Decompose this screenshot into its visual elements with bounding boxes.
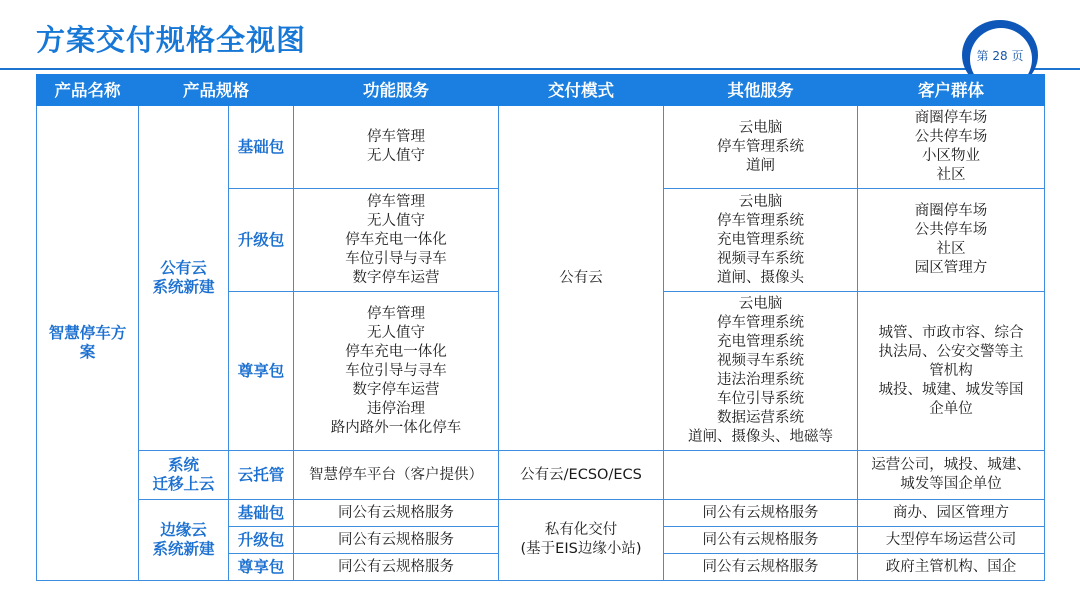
delivery-cell: 公有云/ECSO/ECS [499, 451, 664, 500]
other-services-cell: 同公有云规格服务 [664, 527, 858, 554]
customers-cell: 商圈停车场 公共停车场 小区物业 社区 [858, 106, 1045, 189]
other-services-cell: 云电脑 停车管理系统 道闸 [664, 106, 858, 189]
header-functions: 功能服务 [294, 75, 499, 106]
functions-cell: 智慧停车平台（客户提供） [294, 451, 499, 500]
tier-cell: 尊享包 [229, 554, 294, 581]
other-services-cell: 云电脑 停车管理系统 充电管理系统 视频寻车系统 道闸、摄像头 [664, 189, 858, 292]
header-customers: 客户群体 [858, 75, 1045, 106]
tier-cell: 尊享包 [229, 292, 294, 451]
header-other-services: 其他服务 [664, 75, 858, 106]
other-services-cell [664, 451, 858, 500]
header-row [37, 75, 1045, 106]
tier-cell: 基础包 [229, 106, 294, 189]
title-divider [0, 68, 1080, 70]
header-product-spec: 产品规格 [139, 75, 294, 106]
customers-cell: 大型停车场运营公司 [858, 527, 1045, 554]
other-services-cell: 同公有云规格服务 [664, 554, 858, 581]
page-title: 方案交付规格全视图 [36, 23, 307, 57]
group-edge-cloud: 边缘云 系统新建 [139, 500, 229, 581]
customers-cell: 政府主管机构、国企 [858, 554, 1045, 581]
delivery-cell: 私有化交付 (基于EIS边缘小站) [499, 500, 664, 581]
table-row [37, 451, 1045, 500]
tier-cell: 升级包 [229, 527, 294, 554]
group-public-cloud: 公有云 系统新建 [139, 106, 229, 451]
customers-cell: 商办、园区管理方 [858, 500, 1045, 527]
page-number: 第 28 页 [976, 49, 1024, 63]
tier-cell: 升级包 [229, 189, 294, 292]
product-name-cell: 智慧停车方 案 [37, 106, 139, 581]
customers-cell: 商圈停车场 公共停车场 社区 园区管理方 [858, 189, 1045, 292]
functions-cell: 停车管理 无人值守 停车充电一体化 车位引导与寻车 数字停车运营 违停治理 路内路外一体化停车 [294, 292, 499, 451]
header-product-name: 产品名称 [37, 75, 139, 106]
other-services-cell: 云电脑 停车管理系统 充电管理系统 视频寻车系统 违法治理系统 车位引导系统 数据运营系统 道闸、摄像头、地磁等 [664, 292, 858, 451]
tier-cell: 云托管 [229, 451, 294, 500]
table-row [37, 500, 1045, 527]
functions-cell: 停车管理 无人值守 停车充电一体化 车位引导与寻车 数字停车运营 [294, 189, 499, 292]
table-row [37, 106, 1045, 189]
customers-cell: 运营公司，城投、城建、 城发等国企单位 [858, 451, 1045, 500]
spec-table [36, 74, 1045, 581]
customers-cell: 城管、市政市容、综合 执法局、公安交警等主 管机构 城投、城建、城发等国 企单位 [858, 292, 1045, 451]
tier-cell: 基础包 [229, 500, 294, 527]
functions-cell: 停车管理 无人值守 [294, 106, 499, 189]
header-delivery-mode: 交付模式 [499, 75, 664, 106]
other-services-cell: 同公有云规格服务 [664, 500, 858, 527]
functions-cell: 同公有云规格服务 [294, 500, 499, 527]
group-migration: 系统 迁移上云 [139, 451, 229, 500]
functions-cell: 同公有云规格服务 [294, 554, 499, 581]
functions-cell: 同公有云规格服务 [294, 527, 499, 554]
delivery-cell: 公有云 [499, 106, 664, 451]
